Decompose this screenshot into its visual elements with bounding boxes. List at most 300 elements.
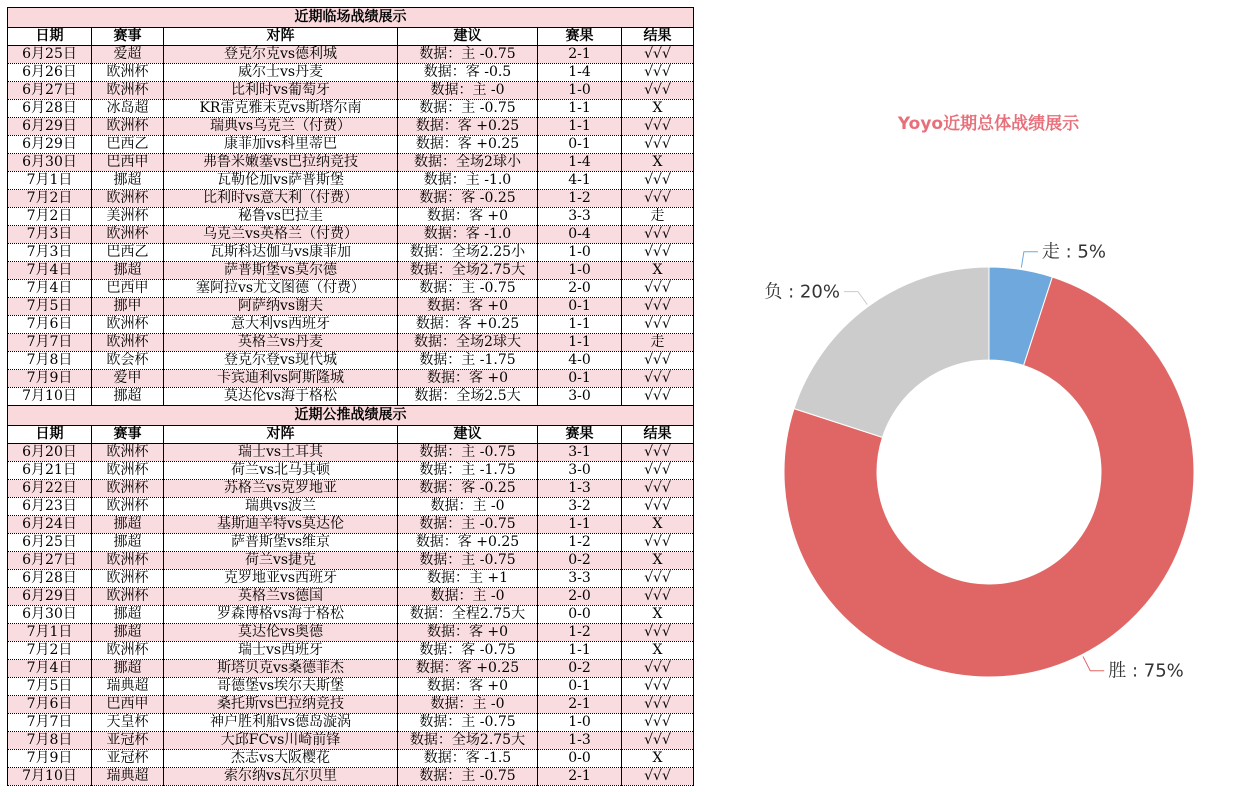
cell-match: 荷兰vs北马其顿 [164,462,398,480]
cell-tip: 数据：主 +1 [398,570,538,588]
cell-tip: 数据：客 +0 [398,298,538,316]
cell-league: 亚冠杯 [92,750,164,768]
cell-date: 6月21日 [8,462,92,480]
cell-tip: 数据：客 -0.5 [398,64,538,82]
cell-league: 挪甲 [92,298,164,316]
cell-date: 7月1日 [8,624,92,642]
cell-tip: 数据：客 +0 [398,208,538,226]
cell-result: X [622,750,694,768]
cell-date: 7月7日 [8,334,92,352]
cell-match: 杰志vs大阪樱花 [164,750,398,768]
cell-match: 瑞士vs西班牙 [164,642,398,660]
table-row [8,226,694,244]
cell-date: 7月1日 [8,172,92,190]
cell-match: 意大利vs西班牙 [164,316,398,334]
table-row [8,696,694,714]
column-header-result: 结果 [622,426,694,444]
table-row [8,334,694,352]
cell-date: 6月30日 [8,606,92,624]
cell-tip: 数据：客 +0 [398,624,538,642]
table-row [8,82,694,100]
cell-match: 乌克兰vs英格兰（付费） [164,226,398,244]
cell-date: 6月28日 [8,100,92,118]
table-row [8,46,694,64]
cell-score: 1-0 [538,82,622,100]
cell-league: 欧洲杯 [92,316,164,334]
table-row [8,298,694,316]
cell-score: 4-0 [538,352,622,370]
column-header-match: 对阵 [164,426,398,444]
cell-tip: 数据：主 -0.75 [398,516,538,534]
cell-tip: 数据：主 -0.75 [398,280,538,298]
cell-tip: 数据：主 -1.75 [398,352,538,370]
chart-title: Yoyo近期总体战绩展示 [897,114,1080,134]
column-header-date: 日期 [8,28,92,46]
header-row [8,426,694,444]
cell-date: 6月29日 [8,588,92,606]
cell-date: 6月27日 [8,82,92,100]
cell-score: 0-0 [538,750,622,768]
cell-match: 莫达伦vs海于格松 [164,388,398,406]
cell-score: 1-3 [538,480,622,498]
cell-league: 欧洲杯 [92,190,164,208]
cell-result: √√√ [622,714,694,732]
cell-score: 1-4 [538,64,622,82]
cell-tip: 数据：客 -1.5 [398,750,538,768]
cell-result: √√√ [622,352,694,370]
cell-league: 挪超 [92,262,164,280]
cell-league: 欧洲杯 [92,82,164,100]
cell-date: 7月4日 [8,262,92,280]
cell-date: 7月4日 [8,660,92,678]
table-row [8,154,694,172]
cell-score: 2-1 [538,46,622,64]
section-title-row [8,8,694,28]
cell-match: 神户胜利船vs德岛漩涡 [164,714,398,732]
cell-match: 卡宾迪利vs阿斯隆城 [164,370,398,388]
cell-result: √√√ [622,136,694,154]
column-header-league: 赛事 [92,426,164,444]
cell-date: 7月6日 [8,316,92,334]
cell-tip: 数据：客 +0.25 [398,534,538,552]
table-row [8,480,694,498]
cell-match: 英格兰vs德国 [164,588,398,606]
cell-result: X [622,642,694,660]
cell-tip: 数据：客 -0.75 [398,642,538,660]
cell-match: 莫达伦vs奥德 [164,624,398,642]
cell-score: 0-2 [538,552,622,570]
cell-result: X [622,516,694,534]
cell-league: 爱超 [92,46,164,64]
cell-score: 1-3 [538,732,622,750]
cell-league: 欧洲杯 [92,64,164,82]
cell-match: 索尔纳vs瓦尔贝里 [164,768,398,786]
cell-league: 挪超 [92,534,164,552]
cell-match: 康菲加vs科里蒂巴 [164,136,398,154]
cell-result: √√√ [622,190,694,208]
cell-score: 3-0 [538,388,622,406]
cell-league: 欧洲杯 [92,444,164,462]
cell-match: 罗森博格vs海于格松 [164,606,398,624]
pie-label-1: 胜 : 75% [1108,660,1184,682]
cell-league: 瑞典超 [92,768,164,786]
cell-match: 登克尔登vs现代城 [164,352,398,370]
cell-result: √√√ [622,226,694,244]
column-header-score: 赛果 [538,28,622,46]
cell-date: 7月10日 [8,768,92,786]
cell-league: 冰岛超 [92,100,164,118]
cell-league: 欧洲杯 [92,552,164,570]
cell-score: 3-2 [538,498,622,516]
cell-score: 0-1 [538,136,622,154]
section-title: 近期公推战绩展示 [8,406,694,426]
cell-match: 塞阿拉vs尤文图德（付费） [164,280,398,298]
cell-score: 3-1 [538,444,622,462]
cell-tip: 数据：主 -0.75 [398,100,538,118]
cell-tip: 数据：客 +0.25 [398,136,538,154]
cell-result: √√√ [622,768,694,786]
cell-score: 1-0 [538,262,622,280]
cell-tip: 数据：客 -0.25 [398,480,538,498]
cell-date: 6月28日 [8,570,92,588]
cell-match: 大邱FCvs川崎前锋 [164,732,398,750]
table-row [8,678,694,696]
cell-match: 弗鲁米嫩塞vs巴拉纳竞技 [164,154,398,172]
cell-tip: 数据：主 -0.75 [398,768,538,786]
cell-date: 6月25日 [8,534,92,552]
column-header-score: 赛果 [538,426,622,444]
cell-result: √√√ [622,696,694,714]
cell-match: 瑞士vs土耳其 [164,444,398,462]
cell-date: 7月5日 [8,298,92,316]
cell-date: 6月25日 [8,46,92,64]
column-header-tip: 建议 [398,426,538,444]
cell-league: 美洲杯 [92,208,164,226]
cell-match: 苏格兰vs克罗地亚 [164,480,398,498]
table-row [8,498,694,516]
cell-result: √√√ [622,388,694,406]
cell-match: 比利时vs葡萄牙 [164,82,398,100]
table-row [8,280,694,298]
pie-label-2: 负 : 20% [764,281,840,303]
table-row [8,660,694,678]
cell-league: 挪超 [92,624,164,642]
cell-league: 欧洲杯 [92,480,164,498]
column-header-match: 对阵 [164,28,398,46]
cell-league: 亚冠杯 [92,732,164,750]
cell-league: 挪超 [92,172,164,190]
cell-date: 7月3日 [8,244,92,262]
cell-tip: 数据：主 -0 [398,498,538,516]
cell-result: √√√ [622,316,694,334]
cell-tip: 数据：主 -0 [398,82,538,100]
cell-result: √√√ [622,480,694,498]
table-row [8,444,694,462]
cell-result: X [622,606,694,624]
cell-match: 登克尔克vs德利城 [164,46,398,64]
cell-tip: 数据：主 -0.75 [398,444,538,462]
cell-date: 7月4日 [8,280,92,298]
cell-score: 1-1 [538,516,622,534]
cell-match: 威尔士vs丹麦 [164,64,398,82]
cell-score: 0-1 [538,678,622,696]
cell-result: √√√ [622,82,694,100]
cell-score: 3-3 [538,208,622,226]
cell-score: 1-2 [538,534,622,552]
cell-result: 走 [622,334,694,352]
cell-match: 桑托斯vs巴拉纳竞技 [164,696,398,714]
cell-result: √√√ [622,64,694,82]
cell-match: 斯塔贝克vs桑德菲杰 [164,660,398,678]
table-row [8,370,694,388]
table-row [8,552,694,570]
pie-leader-line-1 [1083,656,1104,670]
cell-league: 欧洲杯 [92,226,164,244]
cell-date: 6月29日 [8,118,92,136]
cell-score: 2-0 [538,588,622,606]
cell-tip: 数据：主 -0.75 [398,714,538,732]
cell-result: √√√ [622,370,694,388]
cell-tip: 数据：主 -0 [398,696,538,714]
cell-league: 欧洲杯 [92,588,164,606]
cell-tip: 数据：全场2.75大 [398,732,538,750]
cell-league: 瑞典超 [92,678,164,696]
cell-match: 荷兰vs捷克 [164,552,398,570]
donut-chart [700,0,1237,792]
cell-score: 1-1 [538,100,622,118]
cell-result: √√√ [622,498,694,516]
cell-date: 7月6日 [8,696,92,714]
cell-league: 巴西甲 [92,696,164,714]
cell-result: √√√ [622,172,694,190]
cell-match: 阿萨纳vs谢夫 [164,298,398,316]
table-row [8,750,694,768]
cell-league: 挪超 [92,516,164,534]
cell-match: 秘鲁vs巴拉圭 [164,208,398,226]
cell-match: 瑞典vs乌克兰（付费） [164,118,398,136]
table-row [8,244,694,262]
cell-match: 比利时vs意大利（付费） [164,190,398,208]
cell-league: 挪超 [92,388,164,406]
cell-score: 0-4 [538,226,622,244]
table-row [8,534,694,552]
cell-date: 7月5日 [8,678,92,696]
cell-score: 3-3 [538,570,622,588]
chart-panel [700,0,1237,792]
cell-tip: 数据：客 +0 [398,370,538,388]
cell-score: 1-1 [538,334,622,352]
cell-league: 欧洲杯 [92,498,164,516]
cell-tip: 数据：主 -0.75 [398,552,538,570]
cell-score: 3-0 [538,462,622,480]
cell-league: 天皇杯 [92,714,164,732]
table-row [8,352,694,370]
cell-tip: 数据：客 +0 [398,678,538,696]
table-row [8,64,694,82]
table-row [8,732,694,750]
table-row [8,462,694,480]
cell-result: √√√ [622,534,694,552]
pie-leader-line-2 [844,292,867,305]
cell-league: 巴西乙 [92,244,164,262]
results-table [7,7,694,786]
cell-result: √√√ [622,298,694,316]
cell-date: 7月2日 [8,208,92,226]
section-title-row [8,406,694,426]
cell-league: 挪超 [92,606,164,624]
cell-date: 6月27日 [8,552,92,570]
cell-match: KR雷克雅未克vs斯塔尔南 [164,100,398,118]
cell-result: √√√ [622,118,694,136]
cell-result: √√√ [622,280,694,298]
cell-date: 7月10日 [8,388,92,406]
table-row [8,316,694,334]
cell-tip: 数据：客 +0.25 [398,316,538,334]
cell-tip: 数据：客 -1.0 [398,226,538,244]
cell-tip: 数据：主 -1.0 [398,172,538,190]
cell-match: 瓦勒伦加vs萨普斯堡 [164,172,398,190]
cell-date: 6月30日 [8,154,92,172]
column-header-league: 赛事 [92,28,164,46]
pie-leader-line-0 [1021,252,1038,268]
table-row [8,208,694,226]
cell-tip: 数据：全场2球小 [398,154,538,172]
cell-result: X [622,262,694,280]
table-row [8,588,694,606]
cell-tip: 数据：全场2.5大 [398,388,538,406]
cell-league: 欧会杯 [92,352,164,370]
cell-date: 7月9日 [8,370,92,388]
cell-match: 哥德堡vs埃尔夫斯堡 [164,678,398,696]
cell-date: 7月8日 [8,352,92,370]
cell-tip: 数据：主 -1.75 [398,462,538,480]
cell-match: 瑞典vs波兰 [164,498,398,516]
table-row [8,118,694,136]
cell-result: X [622,100,694,118]
table-row [8,172,694,190]
cell-score: 2-1 [538,696,622,714]
table-row [8,570,694,588]
cell-result: 走 [622,208,694,226]
table-row [8,100,694,118]
cell-score: 1-1 [538,316,622,334]
cell-league: 巴西乙 [92,136,164,154]
cell-match: 瓦斯科达伽马vs康菲加 [164,244,398,262]
cell-result: √√√ [622,678,694,696]
cell-date: 6月29日 [8,136,92,154]
cell-date: 6月20日 [8,444,92,462]
cell-score: 1-1 [538,118,622,136]
cell-score: 1-0 [538,714,622,732]
cell-result: √√√ [622,588,694,606]
section-title: 近期临场战绩展示 [8,8,694,28]
cell-score: 1-4 [538,154,622,172]
column-header-date: 日期 [8,426,92,444]
cell-tip: 数据：客 -0.25 [398,190,538,208]
cell-date: 7月8日 [8,732,92,750]
cell-result: √√√ [622,732,694,750]
cell-tip: 数据：全程2.75大 [398,606,538,624]
cell-league: 挪超 [92,660,164,678]
cell-date: 7月2日 [8,190,92,208]
cell-league: 爱甲 [92,370,164,388]
cell-league: 巴西甲 [92,280,164,298]
cell-date: 6月26日 [8,64,92,82]
cell-result: √√√ [622,244,694,262]
cell-date: 7月7日 [8,714,92,732]
cell-result: X [622,552,694,570]
table-row [8,262,694,280]
cell-result: √√√ [622,462,694,480]
results-table-container [7,7,693,786]
cell-tip: 数据：客 +0.25 [398,118,538,136]
cell-score: 2-0 [538,280,622,298]
cell-date: 6月22日 [8,480,92,498]
cell-score: 0-1 [538,298,622,316]
cell-league: 欧洲杯 [92,570,164,588]
cell-result: √√√ [622,660,694,678]
cell-match: 萨普斯堡vs维京 [164,534,398,552]
cell-score: 1-0 [538,244,622,262]
table-row [8,768,694,786]
cell-tip: 数据：主 -0.75 [398,46,538,64]
cell-tip: 数据：客 +0.25 [398,660,538,678]
table-row [8,136,694,154]
cell-league: 欧洲杯 [92,462,164,480]
cell-date: 6月24日 [8,516,92,534]
cell-score: 1-1 [538,642,622,660]
cell-result: √√√ [622,570,694,588]
cell-league: 欧洲杯 [92,642,164,660]
cell-tip: 数据：主 -0 [398,588,538,606]
cell-league: 欧洲杯 [92,334,164,352]
cell-league: 巴西甲 [92,154,164,172]
cell-match: 英格兰vs丹麦 [164,334,398,352]
cell-date: 7月3日 [8,226,92,244]
cell-tip: 数据：全场2.75大 [398,262,538,280]
header-row [8,28,694,46]
cell-match: 基斯迪辛特vs莫达伦 [164,516,398,534]
table-row [8,388,694,406]
cell-score: 0-1 [538,370,622,388]
cell-score: 1-2 [538,624,622,642]
cell-score: 1-2 [538,190,622,208]
cell-score: 0-2 [538,660,622,678]
cell-score: 4-1 [538,172,622,190]
cell-result: √√√ [622,624,694,642]
table-row [8,606,694,624]
cell-tip: 数据：全场2球大 [398,334,538,352]
table-row [8,516,694,534]
pie-label-0: 走 : 5% [1041,241,1106,263]
cell-league: 欧洲杯 [92,118,164,136]
cell-match: 克罗地亚vs西班牙 [164,570,398,588]
cell-match: 萨普斯堡vs莫尔德 [164,262,398,280]
column-header-tip: 建议 [398,28,538,46]
cell-tip: 数据：全场2.25小 [398,244,538,262]
cell-result: X [622,154,694,172]
cell-result: √√√ [622,46,694,64]
cell-score: 0-0 [538,606,622,624]
table-row [8,642,694,660]
cell-date: 6月23日 [8,498,92,516]
table-row [8,714,694,732]
cell-date: 7月9日 [8,750,92,768]
table-row [8,190,694,208]
cell-score: 2-1 [538,768,622,786]
cell-date: 7月2日 [8,642,92,660]
cell-result: √√√ [622,444,694,462]
